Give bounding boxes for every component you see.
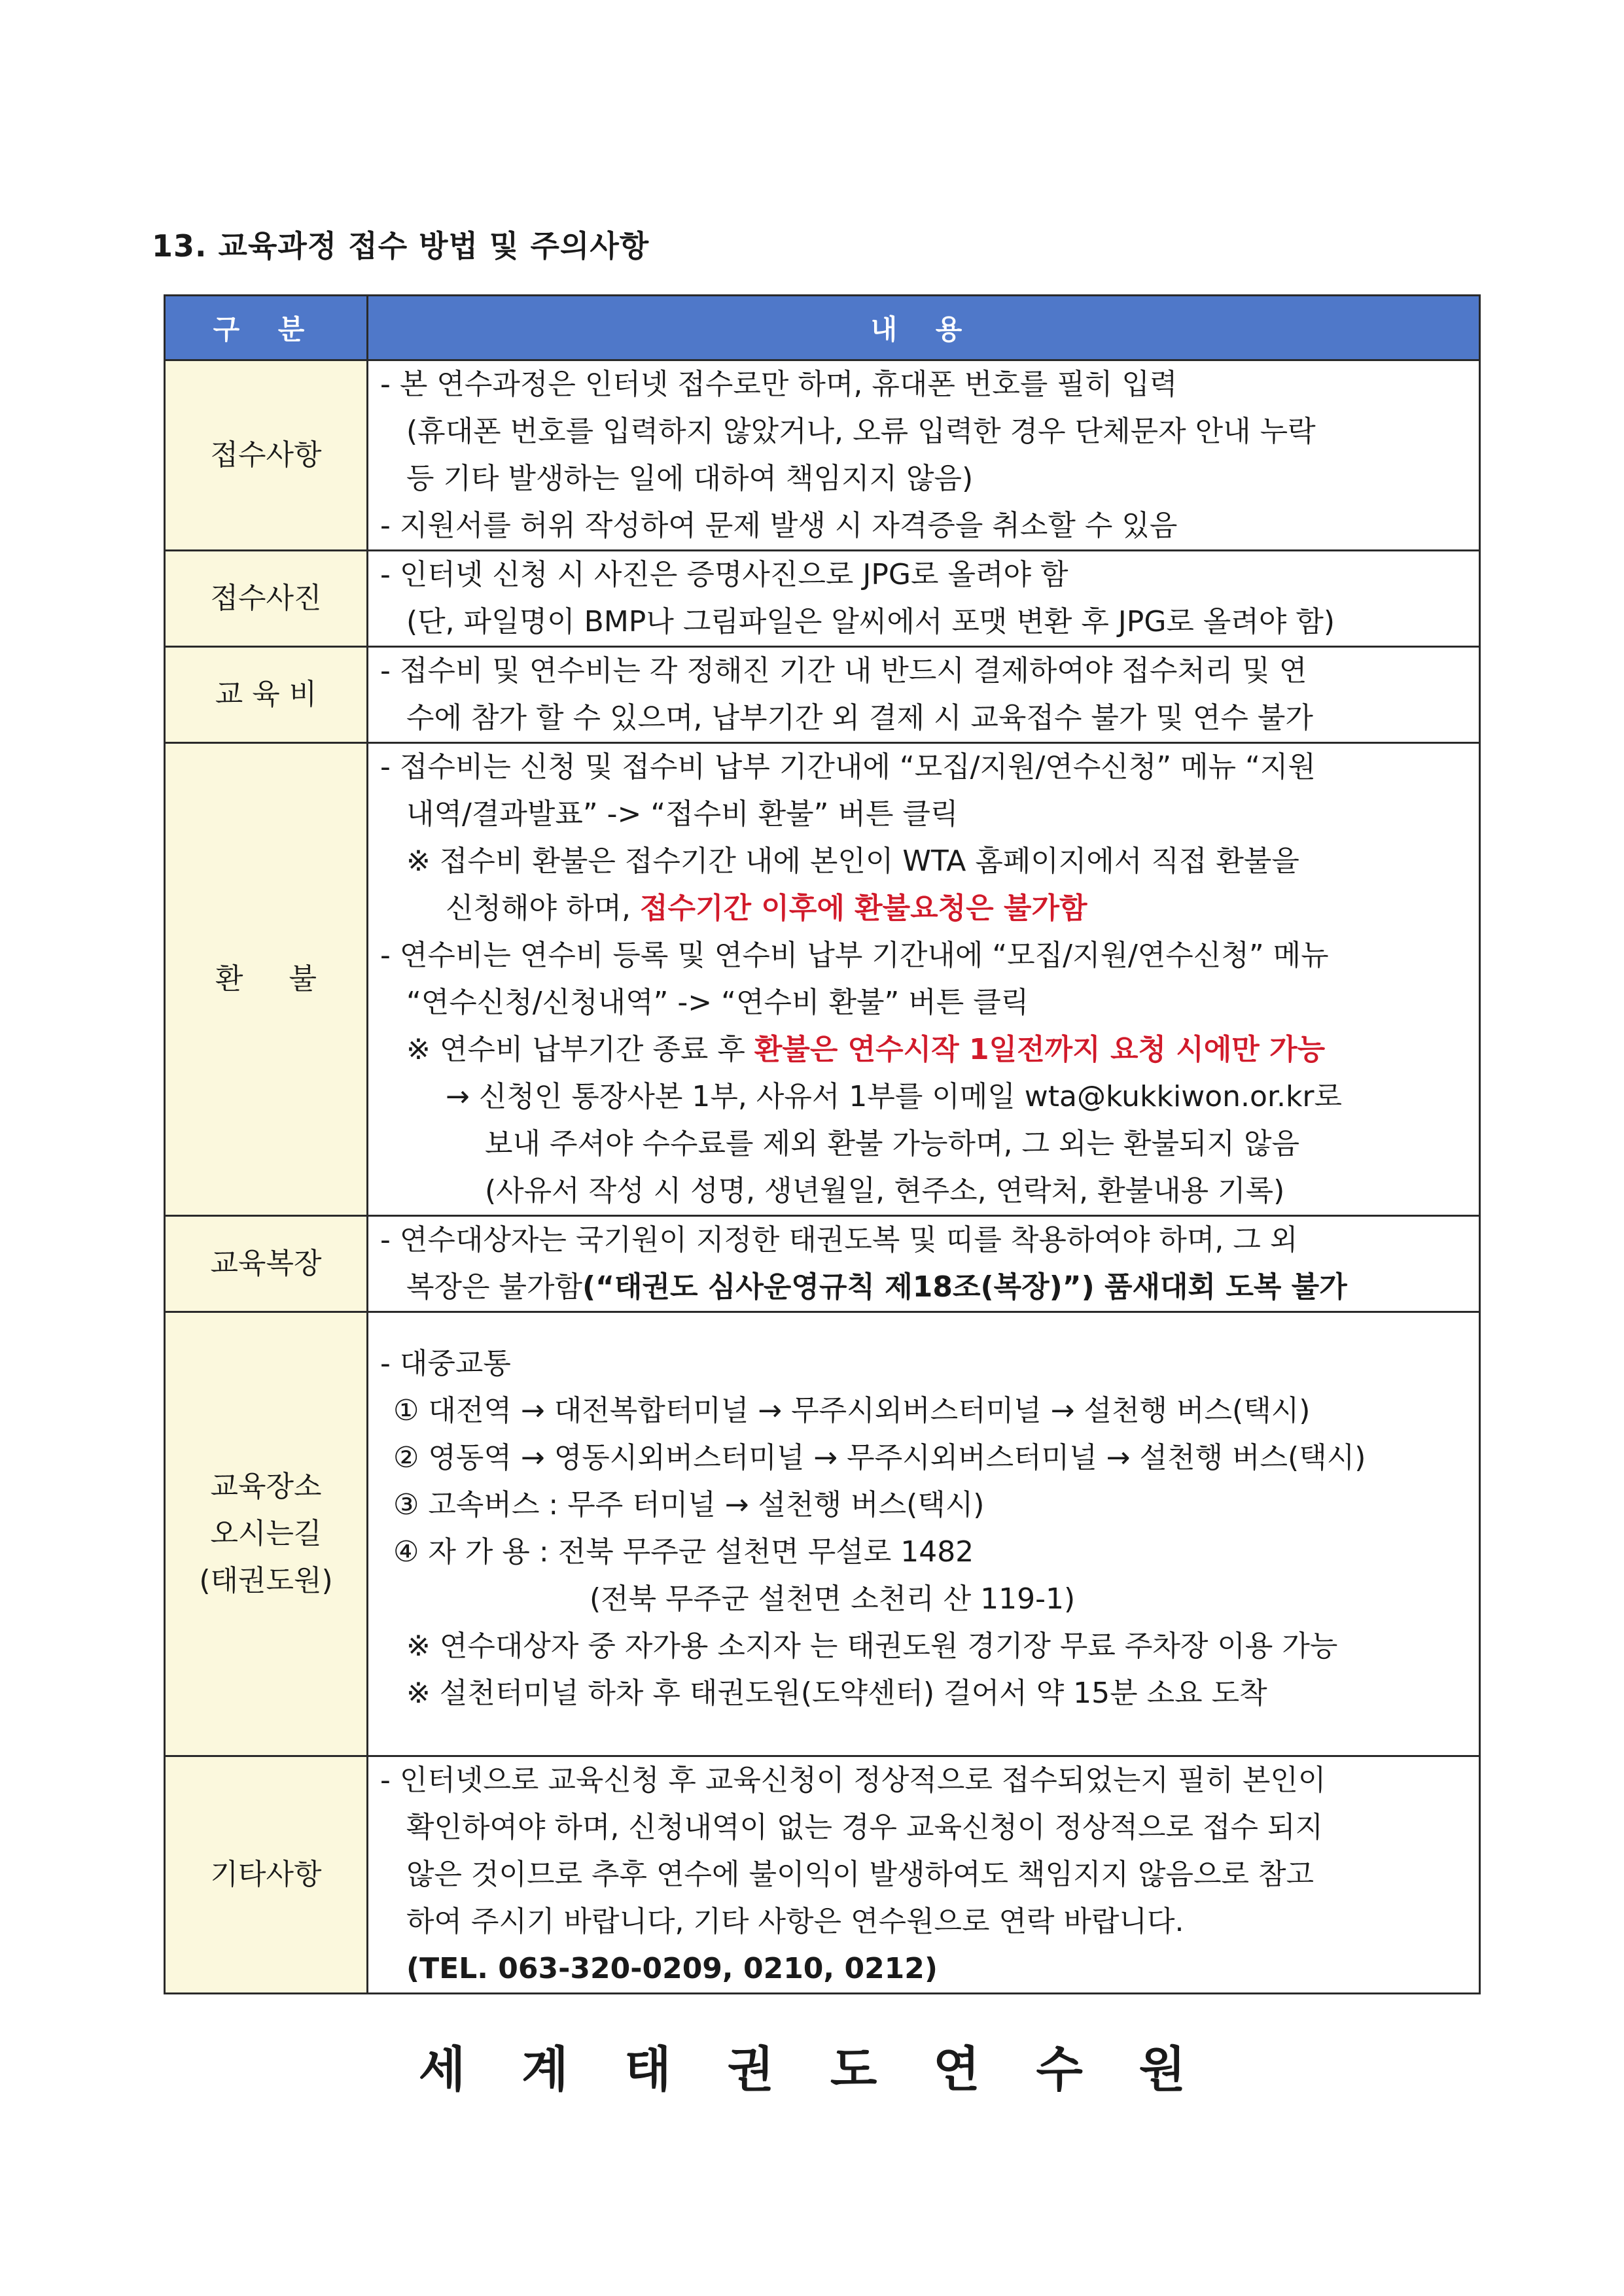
content-line: - 인터넷 신청 시 사진은 증명사진으로 JPG로 올려야 함 bbox=[380, 558, 1068, 591]
info-table bbox=[164, 294, 1481, 1994]
content-line: 등 기타 발생하는 일에 대하여 책임지지 않음) bbox=[406, 462, 974, 495]
content-line: ※ 접수비 환불은 접수기간 내에 본인이 WTA 홈페이지에서 직접 환불을 bbox=[406, 844, 1299, 878]
content-line: - 지원서를 허위 작성하여 문제 발생 시 자격증을 취소할 수 있음 bbox=[380, 509, 1178, 542]
content-line: “연수신청/신청내역” -> “연수비 환불” 버튼 클릭 bbox=[406, 986, 1029, 1019]
row-label: 교 육 비 bbox=[165, 647, 368, 743]
content-line: (전북 무주군 설천면 소천리 산 119-1) bbox=[590, 1582, 1076, 1616]
row-label: 교육장소 오시는길 (태권도원) bbox=[165, 1312, 368, 1756]
row-content bbox=[368, 551, 1480, 647]
row-content bbox=[368, 360, 1480, 551]
row-content bbox=[368, 1216, 1480, 1312]
content-text: ※ 연수비 납부기간 종료 후 bbox=[406, 1033, 754, 1066]
content-line: 하여 주시기 바랍니다, 기타 사항은 연수원으로 연락 바랍니다. bbox=[406, 1905, 1184, 1938]
table-row bbox=[165, 360, 1480, 551]
row-content bbox=[368, 1756, 1480, 1994]
header-category: 구 분 bbox=[165, 296, 368, 360]
content-line: ※ 설천터미널 하차 후 태권도원(도약센터) 걸어서 약 15분 소요 도착 bbox=[406, 1677, 1267, 1710]
content-line: - 본 연수과정은 인터넷 접수로만 하며, 휴대폰 번호를 필히 입력 bbox=[380, 368, 1178, 401]
content-line: - 연수비는 연수비 등록 및 연수비 납부 기간내에 “모집/지원/연수신청” 메뉴 bbox=[380, 939, 1329, 972]
content-line: ③ 고속버스 : 무주 터미널 → 설천행 버스(택시) bbox=[393, 1488, 985, 1522]
table-row bbox=[165, 743, 1480, 1216]
content-line: 수에 참가 할 수 있으며, 납부기간 외 결제 시 교육접수 불가 및 연수 불가 bbox=[406, 701, 1313, 735]
content-line: - 연수대상자는 국기원이 지정한 태권도복 및 띠를 착용하여야 하며, 그 외 bbox=[380, 1223, 1298, 1257]
content-line: 확인하여야 하며, 신청내역이 없는 경우 교육신청이 정상적으로 접수 되지 bbox=[406, 1811, 1323, 1844]
content-line: (사유서 작성 시 성명, 생년월일, 현주소, 연락처, 환불내용 기록) bbox=[485, 1174, 1285, 1208]
row-label: 접수사항 bbox=[165, 360, 368, 551]
content-line: ※ 연수대상자 중 자가용 소지자 는 태권도원 경기장 무료 주차장 이용 가능 bbox=[406, 1629, 1338, 1663]
table-row bbox=[165, 1312, 1480, 1756]
refund-condition-notice: 환불은 연수시작 1일전까지 요청 시에만 가능 bbox=[754, 1033, 1326, 1066]
header-content: 내 용 bbox=[368, 296, 1480, 360]
content-text: 신청해야 하며, bbox=[446, 892, 640, 925]
row-content bbox=[368, 647, 1480, 743]
content-line: - 접수비 및 연수비는 각 정해진 기간 내 반드시 결제하여야 접수처리 및 연 bbox=[380, 654, 1307, 687]
contact-phone: (TEL. 063-320-0209, 0210, 0212) bbox=[406, 1952, 938, 1985]
content-line: - 인터넷으로 교육신청 후 교육신청이 정상적으로 접수되었는지 필히 본인이 bbox=[380, 1764, 1326, 1797]
content-line: - 접수비는 신청 및 접수비 납부 기간내에 “모집/지원/연수신청” 메뉴 “지원 bbox=[380, 750, 1316, 784]
content-text: 복장은 불가함 bbox=[406, 1270, 583, 1304]
refund-deadline-notice: 접수기간 이후에 환불요청은 불가함 bbox=[639, 892, 1087, 925]
row-label: 접수사진 bbox=[165, 551, 368, 647]
table-header bbox=[165, 296, 1480, 360]
content-line: ④ 자 가 용 : 전북 무주군 설천면 무설로 1482 bbox=[393, 1535, 974, 1569]
content-line: ② 영동역 → 영동시외버스터미널 → 무주시외버스터미널 → 설천행 버스(택시) bbox=[393, 1441, 1366, 1474]
content-line: (단, 파일명이 BMP나 그림파일은 알씨에서 포맷 변환 후 JPG로 올려야 함) bbox=[406, 605, 1335, 638]
row-label: 교육복장 bbox=[165, 1216, 368, 1312]
organization-name: 세 계 태 권 도 연 수 원 bbox=[418, 2042, 1206, 2098]
table-row bbox=[165, 1756, 1480, 1994]
row-content bbox=[368, 743, 1480, 1216]
content-line: (휴대폰 번호를 입력하지 않았거나, 오류 입력한 경우 단체문자 안내 누락 bbox=[406, 415, 1316, 448]
content-line bbox=[380, 885, 1459, 932]
table-row bbox=[165, 647, 1480, 743]
row-label: 기타사항 bbox=[165, 1756, 368, 1994]
table-row bbox=[165, 1216, 1480, 1312]
content-line: ① 대전역 → 대전복합터미널 → 무주시외버스터미널 → 설천행 버스(택시) bbox=[393, 1394, 1311, 1427]
content-line: 내역/결과발표” -> “접수비 환불” 버튼 클릭 bbox=[406, 797, 959, 831]
content-line: - 대중교통 bbox=[380, 1347, 511, 1380]
content-line bbox=[380, 1026, 1459, 1073]
dress-rule-notice: (“태권도 심사운영규칙 제18조(복장)”) 품새대회 도복 불가 bbox=[582, 1270, 1347, 1304]
content-line: 않은 것이므로 추후 연수에 불이익이 발생하여도 책임지지 않음으로 참고 bbox=[406, 1858, 1315, 1891]
content-line bbox=[380, 1264, 1459, 1311]
row-content bbox=[368, 1312, 1480, 1756]
section-title: 13. 교육과정 접수 방법 및 주의사항 bbox=[152, 228, 650, 264]
table-row bbox=[165, 551, 1480, 647]
content-line: 보내 주셔야 수수료를 제외 환불 가능하며, 그 외는 환불되지 않음 bbox=[485, 1127, 1299, 1160]
content-line: → 신청인 통장사본 1부, 사유서 1부를 이메일 wta@kukkiwon.or.kr로 bbox=[446, 1080, 1343, 1113]
row-label: 환 불 bbox=[165, 743, 368, 1216]
